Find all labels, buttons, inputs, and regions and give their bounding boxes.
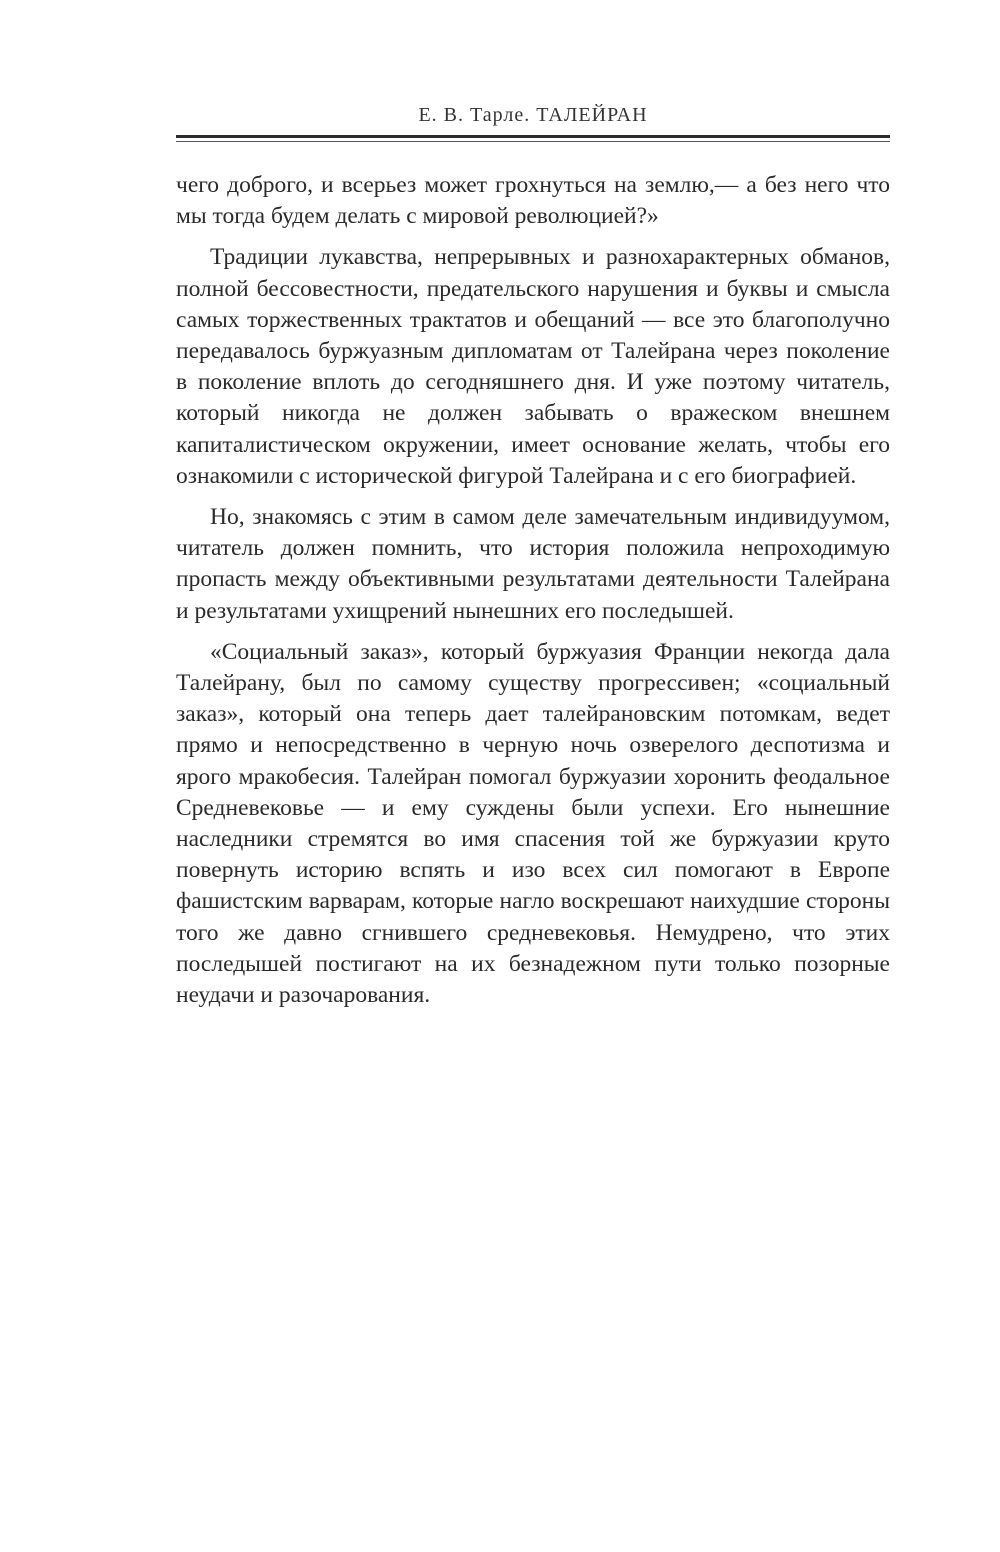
header-rule-thin (176, 141, 890, 142)
paragraph: Но, знакомясь с этим в самом деле замечательным индивидуумом, читатель должен помнить, что история положила непроходимую пропасть между объективными результатами деятельности Талейрана и результатами ухищрений нынешних его последышей. (176, 504, 890, 624)
paragraph: «Социальный заказ», который буржуазия Франции некогда дала Талейрану, был по самому существу прогрессивен; «социальный заказ», который она теперь дает талейрановским потомкам, ведет прямо и непосредственно в черную ночь озверелого деспотизма и ярого мракобесия. Талейран помогал буржуазии хоронить феодальное Средневековье — и ему суждены были успехи. Его нынешние наследники стремятся во имя спасения той же буржуазии круто повернуть историю вспять и изо всех сил помогают в Европе фашистским варварам, которые нагло воскрешают наихудшие стороны того же давно сгнившего средневековья. Немудрено, что этих последышей постигают на их безнадежном пути только позорные неудачи и разочарования. (176, 638, 890, 1009)
header-rule-thick (176, 135, 890, 138)
paragraph-continued: чего доброго, и всерьез может грохнуться на землю,— а без него что мы тогда будем делать с мировой революцией?» (176, 172, 890, 230)
running-head: Е. В. Тарле. ТАЛЕЙРАН (418, 104, 648, 126)
paragraph: Традиции лукавства, непрерывных и разнохарактерных обманов, полной бессовестности, предательского нарушения и буквы и смысла самых торжественных трактатов и обещаний — все это благополучно передавалось буржуазным дипломатам от Талейрана через поколение в поколение вплоть до сегодняшнего дня. И уже поэтому читатель, который никогда не должен забывать о вражеском внешнем капиталистическом окружении, имеет основание желать, чтобы его ознакомили с исторической фигурой Талейрана и с его биографией. (176, 244, 890, 489)
body-text (176, 170, 890, 1021)
